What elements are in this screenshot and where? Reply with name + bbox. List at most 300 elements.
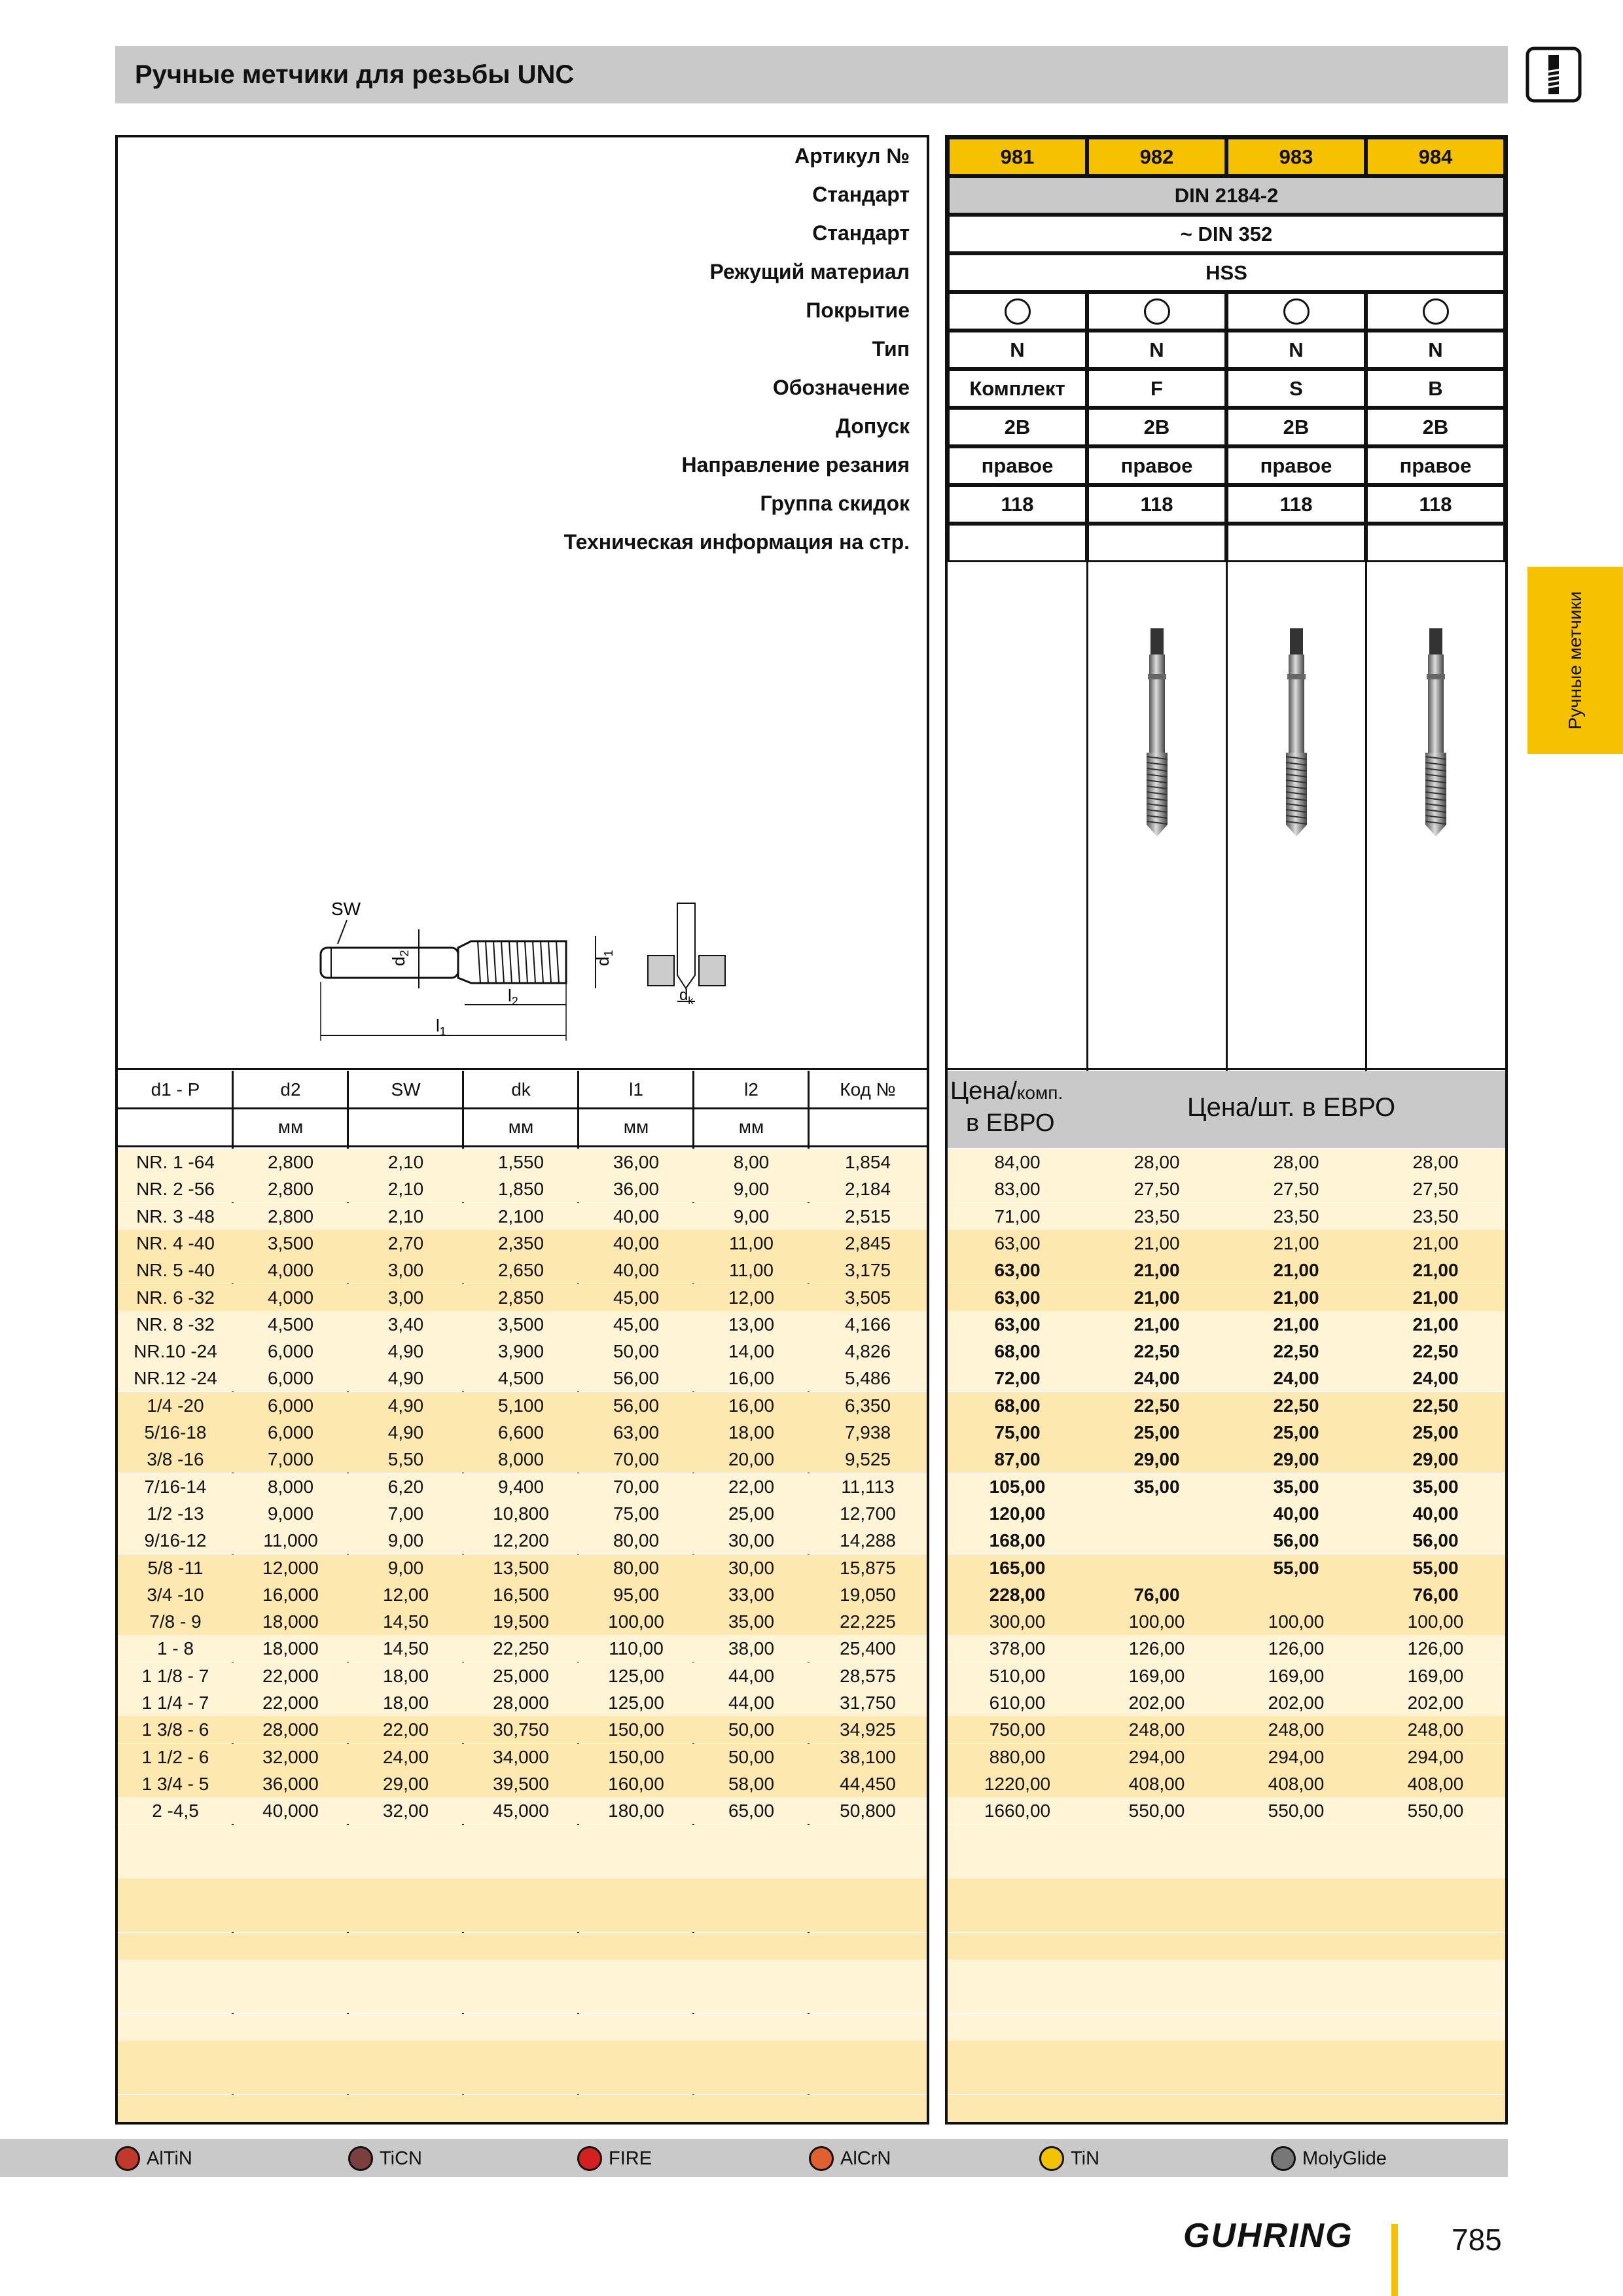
price-cell-982 (1087, 1500, 1226, 1527)
type-cell: N (1366, 331, 1505, 369)
cell-d1p: 5/8 -11 (147, 1557, 204, 1578)
price-cell-982: 21,00 (1133, 1314, 1180, 1335)
price-row-background (948, 1986, 1505, 2013)
svg-text:l1: $l_1$ (436, 1016, 446, 1038)
cell-l2: 44,00 (728, 1693, 775, 1713)
cell-dk: 45,000 (493, 1801, 549, 1821)
cell-d2: 36,000 (262, 1773, 319, 1794)
tech-info-cell (1366, 524, 1505, 562)
table-row (0, 1689, 1623, 1716)
price-cell-981: 750,00 (989, 1719, 1046, 1740)
cell-d2: 22,000 (262, 1693, 319, 1713)
price-cell-981: 880,00 (989, 1746, 1046, 1767)
cell-code: 50,800 (840, 1801, 896, 1821)
discount-group-cell: 118 (1366, 485, 1505, 524)
coating-label: FIRE (609, 2147, 652, 2169)
column-header: d2 (280, 1079, 301, 1100)
cell-code: 9,525 (844, 1449, 891, 1470)
cell-l2: 11,00 (729, 1260, 774, 1281)
cell-sw: 4,90 (387, 1422, 424, 1443)
left-header-top-line (115, 1068, 929, 1070)
cell-l1: 63,00 (613, 1422, 660, 1443)
cell-d1p: 7/16-14 (144, 1476, 207, 1497)
cell-l1: 50,00 (613, 1341, 660, 1362)
price-cell-984: 40,00 (1412, 1503, 1459, 1524)
cell-dk: 16,500 (493, 1584, 549, 1605)
cell-dk: 9,400 (497, 1476, 544, 1497)
price-row-background (948, 2014, 1505, 2041)
tolerance-cell: 2B (948, 408, 1087, 446)
cell-code: 15,875 (840, 1557, 896, 1578)
price-cell-981: 610,00 (989, 1693, 1046, 1713)
table-row (0, 1716, 1623, 1743)
column-header: l1 (629, 1079, 643, 1100)
cell-code: 19,050 (840, 1584, 896, 1605)
price-cell-984: 126,00 (1407, 1638, 1464, 1659)
diagram-sw-label: SW (331, 899, 361, 919)
cell-l2: 38,00 (728, 1638, 775, 1659)
cell-d2: 2,800 (267, 1152, 314, 1172)
cell-dk: 13,500 (493, 1557, 549, 1578)
table-row-background (118, 1852, 927, 1878)
cell-d1p: NR. 8 -32 (136, 1314, 215, 1335)
price-cell-981: 63,00 (994, 1232, 1041, 1253)
price-cell-983: 27,50 (1273, 1179, 1319, 1200)
table-row-background (118, 2095, 927, 2122)
cell-l1: 160,00 (608, 1773, 664, 1794)
cell-d2: 9,000 (267, 1503, 314, 1524)
price-cell-984: 202,00 (1407, 1693, 1464, 1713)
price-cell-982: 21,00 (1133, 1287, 1180, 1308)
spec-label: Покрытие (806, 298, 910, 322)
table-row (0, 1581, 1623, 1608)
unit-header (118, 1109, 233, 1145)
cell-l2: 33,00 (728, 1584, 775, 1605)
price-cell-981: 105,00 (989, 1476, 1046, 1497)
coating-cell (1366, 292, 1505, 331)
discount-group-cell: 118 (948, 485, 1087, 524)
price-cell-984: 25,00 (1412, 1422, 1459, 1443)
column-header: d1 - P (151, 1079, 200, 1100)
cell-l2: 14,00 (728, 1341, 775, 1362)
cell-code: 7,938 (844, 1422, 891, 1443)
tap-icon (1524, 46, 1584, 103)
cell-sw: 3,00 (387, 1287, 424, 1308)
spec-label: Допуск (836, 414, 910, 438)
discount-group-cell: 118 (1087, 485, 1226, 524)
price-cell-984: 21,00 (1412, 1232, 1459, 1253)
unit-header: мм (508, 1117, 534, 1137)
tech-info-cell (1226, 524, 1366, 562)
cell-l2: 8,00 (733, 1152, 770, 1172)
price-cell-983: 21,00 (1273, 1260, 1319, 1281)
cell-l1: 125,00 (608, 1665, 664, 1686)
cell-d1p: NR. 2 -56 (136, 1179, 215, 1200)
cell-dk: 2,350 (497, 1232, 544, 1253)
tap-photo (1416, 628, 1455, 838)
price-cell-983: 29,00 (1273, 1449, 1319, 1470)
price-cell-981: 87,00 (994, 1449, 1041, 1470)
cell-sw: 18,00 (382, 1665, 429, 1686)
table-row (0, 1500, 1623, 1527)
price-cell-983: 25,00 (1273, 1422, 1319, 1443)
price-cell-984: 169,00 (1407, 1665, 1464, 1686)
price-cell-983: 22,50 (1273, 1395, 1319, 1416)
cell-d2: 6,000 (267, 1395, 314, 1416)
cell-l2: 16,00 (728, 1368, 775, 1389)
cell-l1: 40,00 (613, 1260, 660, 1281)
spec-label: Стандарт (812, 183, 910, 206)
cell-d2: 6,000 (267, 1341, 314, 1362)
table-row (0, 1554, 1623, 1581)
coating-cell (948, 292, 1087, 331)
coating-label: AlCrN (840, 2147, 891, 2169)
cell-d2: 11,000 (263, 1530, 318, 1551)
cell-l2: 18,00 (728, 1422, 775, 1443)
cell-l1: 70,00 (613, 1449, 660, 1470)
price-cell-982: 550,00 (1128, 1801, 1185, 1821)
tin-coating-legend (1039, 2145, 1099, 2172)
unit-header: мм (277, 1117, 304, 1137)
price-cell-981: 71,00 (994, 1206, 1041, 1227)
cell-l2: 58,00 (728, 1773, 775, 1794)
side-tab-label: Ручные метчики (1565, 591, 1585, 730)
tolerance-cell: 2B (1087, 408, 1226, 446)
cell-l2: 35,00 (728, 1611, 775, 1632)
svg-text:d2: $d_2$ (389, 950, 411, 966)
cell-l2: 30,00 (728, 1557, 775, 1578)
price-cell-982: 202,00 (1128, 1693, 1185, 1713)
uncoated-circle-icon (1423, 298, 1449, 325)
tolerance-cell: 2B (1226, 408, 1366, 446)
price-cell-982: 25,00 (1133, 1422, 1180, 1443)
standard-din-352: ~ DIN 352 (948, 215, 1505, 253)
coating-label: TiN (1071, 2147, 1100, 2169)
cell-dk: 1,850 (497, 1179, 544, 1200)
cell-d1p: NR. 5 -40 (136, 1260, 215, 1281)
coating-label: AlTiN (147, 2147, 192, 2169)
coating-label: TiCN (380, 2147, 422, 2169)
cell-l2: 25,00 (728, 1503, 775, 1524)
tap-photo (1277, 628, 1316, 838)
cell-d1p: 1 - 8 (156, 1638, 194, 1659)
price-cell-982: 248,00 (1128, 1719, 1185, 1740)
spec-label: Артикул № (794, 144, 910, 168)
cell-dk: 2,100 (497, 1206, 544, 1227)
cell-d2: 18,000 (262, 1611, 319, 1632)
cell-d1p: NR. 4 -40 (136, 1232, 215, 1253)
price-cell-983: 56,00 (1273, 1530, 1319, 1551)
price-row-background (948, 2068, 1505, 2094)
cell-sw: 22,00 (382, 1719, 429, 1740)
article-number-984: 984 (1366, 137, 1505, 176)
price-row-background (948, 1852, 1505, 1878)
cell-code: 11,113 (841, 1476, 895, 1497)
cell-sw: 2,70 (387, 1232, 424, 1253)
price-cell-983: 202,00 (1268, 1693, 1325, 1713)
table-row (0, 1770, 1623, 1797)
column-divider (1226, 562, 1228, 1071)
cell-sw: 7,00 (387, 1503, 424, 1524)
cell-d1p: NR. 6 -32 (136, 1287, 215, 1308)
column-header: SW (391, 1079, 421, 1100)
cell-l2: 30,00 (728, 1530, 775, 1551)
price-cell-983: 23,50 (1273, 1206, 1319, 1227)
price-cell-982: 21,00 (1133, 1260, 1180, 1281)
uncoated-circle-icon (1144, 298, 1170, 325)
price-cell-984: 56,00 (1412, 1530, 1459, 1551)
spec-label: Тип (872, 337, 910, 361)
cell-d1p: 5/16-18 (144, 1422, 207, 1443)
uncoated-circle-icon (1283, 298, 1310, 325)
cell-code: 4,826 (844, 1341, 891, 1362)
cell-code: 2,515 (844, 1206, 891, 1227)
cell-dk: 3,500 (497, 1314, 544, 1335)
price-cell-981: 378,00 (989, 1638, 1046, 1659)
price-cell-984: 22,50 (1412, 1395, 1459, 1416)
column-divider (1365, 562, 1367, 1071)
column-header: Код № (840, 1079, 896, 1100)
price-cell-983: 126,00 (1268, 1638, 1325, 1659)
article-number-983: 983 (1226, 137, 1366, 176)
table-row-background (118, 2041, 927, 2068)
table-row-background (118, 1986, 927, 2013)
table-row (0, 1392, 1623, 1419)
cell-d2: 16,000 (262, 1584, 319, 1605)
cell-l2: 20,00 (728, 1449, 775, 1470)
cell-d1p: 3/8 -16 (147, 1449, 204, 1470)
molyglide-coating-icon (1271, 2146, 1296, 2171)
altin-coating-icon (115, 2146, 140, 2171)
cell-sw: 14,50 (382, 1611, 429, 1632)
cell-sw: 4,90 (387, 1368, 424, 1389)
cell-l2: 9,00 (733, 1179, 770, 1200)
coating-cell (1226, 292, 1366, 331)
table-row (0, 1797, 1623, 1824)
price-cell-981: 168,00 (989, 1530, 1046, 1551)
cell-dk: 2,650 (497, 1260, 544, 1281)
cell-l1: 150,00 (608, 1746, 664, 1767)
price-cell-982: 76,00 (1133, 1584, 1180, 1605)
altin-coating-legend (115, 2145, 192, 2172)
cell-l1: 36,00 (613, 1179, 660, 1200)
cell-l2: 13,00 (728, 1314, 775, 1335)
price-cell-981: 84,00 (994, 1152, 1041, 1172)
cell-d2: 2,800 (267, 1206, 314, 1227)
type-cell: N (1087, 331, 1226, 369)
svg-text:d1: $d_1$ (593, 950, 615, 966)
price-cell-981: 68,00 (994, 1341, 1041, 1362)
table-row (0, 1608, 1623, 1635)
cell-d1p: 9/16-12 (144, 1530, 207, 1551)
cell-l2: 9,00 (733, 1206, 770, 1227)
price-row-background (948, 1933, 1505, 1960)
cell-d2: 18,000 (262, 1638, 319, 1659)
price-per-piece-header: Цена/шт. в ЕВРО (1187, 1093, 1396, 1122)
cell-l1: 45,00 (613, 1314, 660, 1335)
price-cell-981: 165,00 (989, 1557, 1046, 1578)
table-row (0, 1635, 1623, 1662)
cell-d2: 2,800 (267, 1179, 314, 1200)
cell-dk: 3,900 (497, 1341, 544, 1362)
price-cell-984: 21,00 (1412, 1260, 1459, 1281)
price-cell-981: 1220,00 (984, 1773, 1051, 1794)
price-cell-983: 24,00 (1273, 1368, 1319, 1389)
designation-cell: S (1226, 369, 1366, 408)
section-side-tab[interactable] (1527, 567, 1623, 754)
cell-d1p: 1/4 -20 (147, 1395, 204, 1416)
cell-d1p: 1 3/4 - 5 (141, 1773, 209, 1794)
price-cell-983: 100,00 (1268, 1611, 1325, 1632)
cell-sw: 14,50 (382, 1638, 429, 1659)
unit-header (348, 1109, 463, 1145)
table-row (0, 1744, 1623, 1770)
table-row-background (118, 2014, 927, 2041)
tech-info-cell (1087, 524, 1226, 562)
price-header (948, 1071, 1505, 1148)
cell-l1: 100,00 (608, 1611, 664, 1632)
table-row-background (118, 1960, 927, 1986)
price-cell-981: 63,00 (994, 1260, 1041, 1281)
cell-dk: 8,000 (497, 1449, 544, 1470)
article-number-982: 982 (1087, 137, 1226, 176)
fire-coating-icon (577, 2146, 602, 2171)
price-cell-983: 21,00 (1273, 1314, 1319, 1335)
cell-code: 2,184 (844, 1179, 891, 1200)
price-cell-983: 169,00 (1268, 1665, 1325, 1686)
cell-code: 5,486 (844, 1368, 891, 1389)
price-row-background (948, 1960, 1505, 1986)
price-cell-982: 126,00 (1128, 1638, 1185, 1659)
designation-cell: B (1366, 369, 1505, 408)
price-cell-982: 27,50 (1133, 1179, 1180, 1200)
table-row (0, 1419, 1623, 1446)
cell-l2: 16,00 (728, 1395, 775, 1416)
price-cell-982: 22,50 (1133, 1341, 1180, 1362)
price-cell-984: 35,00 (1412, 1476, 1459, 1497)
cell-d1p: 2 -4,5 (152, 1801, 199, 1821)
cell-sw: 2,10 (387, 1152, 424, 1172)
cell-l1: 95,00 (613, 1584, 660, 1605)
price-cell-982: 28,00 (1133, 1152, 1180, 1172)
discount-group-cell: 118 (1226, 485, 1366, 524)
title-bar (115, 46, 1508, 103)
cell-d2: 4,000 (267, 1287, 314, 1308)
price-cell-983: 35,00 (1273, 1476, 1319, 1497)
cell-code: 28,575 (840, 1665, 896, 1686)
cell-sw: 4,90 (387, 1395, 424, 1416)
cell-dk: 39,500 (493, 1773, 549, 1794)
svg-text:l2: $l_2$ (508, 986, 518, 1008)
unit-header: мм (623, 1117, 649, 1137)
brand-divider (1391, 2224, 1398, 2296)
price-cell-982: 408,00 (1128, 1773, 1185, 1794)
table-row (0, 1284, 1623, 1311)
cell-d1p: 7/8 - 9 (149, 1611, 202, 1632)
price-cell-981: 300,00 (989, 1611, 1046, 1632)
cell-sw: 3,40 (387, 1314, 424, 1335)
cell-code: 12,700 (840, 1503, 896, 1524)
price-cell-983: 22,50 (1273, 1341, 1319, 1362)
cell-sw: 2,10 (387, 1179, 424, 1200)
cell-dk: 6,600 (497, 1422, 544, 1443)
price-cell-982 (1087, 1554, 1226, 1581)
cell-code: 38,100 (840, 1746, 896, 1767)
tech-info-cell (948, 524, 1087, 562)
spec-label: Направление резания (681, 453, 910, 476)
cell-l1: 40,00 (613, 1232, 660, 1253)
price-cell-984: 21,00 (1412, 1287, 1459, 1308)
cell-d2: 22,000 (262, 1665, 319, 1686)
ticn-coating-legend (348, 2145, 422, 2172)
price-cell-982: 21,00 (1133, 1232, 1180, 1253)
cell-code: 4,166 (844, 1314, 891, 1335)
price-cell-983: 408,00 (1268, 1773, 1325, 1794)
cell-dk: 10,800 (493, 1503, 549, 1524)
cell-d1p: NR. 1 -64 (136, 1152, 215, 1172)
price-cell-982: 294,00 (1128, 1746, 1185, 1767)
cell-l2: 12,00 (728, 1287, 775, 1308)
cell-dk: 5,100 (497, 1395, 544, 1416)
tin-coating-icon (1039, 2146, 1064, 2171)
price-row-background (948, 1878, 1505, 1905)
cell-code: 22,225 (840, 1611, 896, 1632)
cutting-direction-cell: правое (948, 446, 1087, 485)
cell-dk: 2,850 (497, 1287, 544, 1308)
table-row (0, 1365, 1623, 1391)
table-row (0, 1473, 1623, 1500)
price-cell-983: 21,00 (1273, 1232, 1319, 1253)
price-cell-983: 28,00 (1273, 1152, 1319, 1172)
unit-header: мм (738, 1117, 764, 1137)
price-cell-984: 29,00 (1412, 1449, 1459, 1470)
cell-code: 14,288 (840, 1530, 896, 1551)
svg-text:dk: $d_k$ (679, 986, 694, 1007)
cell-l1: 150,00 (608, 1719, 664, 1740)
cutting-direction-cell: правое (1366, 446, 1505, 485)
cell-dk: 19,500 (493, 1611, 549, 1632)
type-cell: N (1226, 331, 1366, 369)
coating-cell (1087, 292, 1226, 331)
price-row-background (948, 2095, 1505, 2122)
cell-d2: 6,000 (267, 1368, 314, 1389)
cell-l1: 36,00 (613, 1152, 660, 1172)
price-per-set-header: Цена/комп. в ЕВРО (950, 1077, 1063, 1137)
cell-code: 44,450 (840, 1773, 896, 1794)
cell-sw: 5,50 (387, 1449, 424, 1470)
price-cell-981: 63,00 (994, 1314, 1041, 1335)
cell-code: 31,750 (840, 1693, 896, 1713)
cell-dk: 22,250 (493, 1638, 549, 1659)
cell-dk: 34,000 (493, 1746, 549, 1767)
price-row-background (948, 2041, 1505, 2068)
tap-photo (1137, 628, 1177, 838)
column-header: dk (511, 1079, 531, 1100)
tap-dimension-diagram (308, 884, 733, 1054)
table-row (0, 1203, 1623, 1230)
cell-l1: 125,00 (608, 1693, 664, 1713)
cell-d2: 28,000 (262, 1719, 319, 1740)
table-row-background (118, 1933, 927, 1960)
designation-cell: Комплект (948, 369, 1087, 408)
spec-label: Техническая информация на стр. (563, 530, 910, 554)
price-cell-981: 68,00 (994, 1395, 1041, 1416)
cell-code: 3,175 (844, 1260, 891, 1281)
price-cell-984: 55,00 (1412, 1557, 1459, 1578)
cell-l1: 110,00 (609, 1638, 664, 1659)
fire-coating-legend (577, 2145, 652, 2172)
cell-l2: 50,00 (728, 1746, 775, 1767)
